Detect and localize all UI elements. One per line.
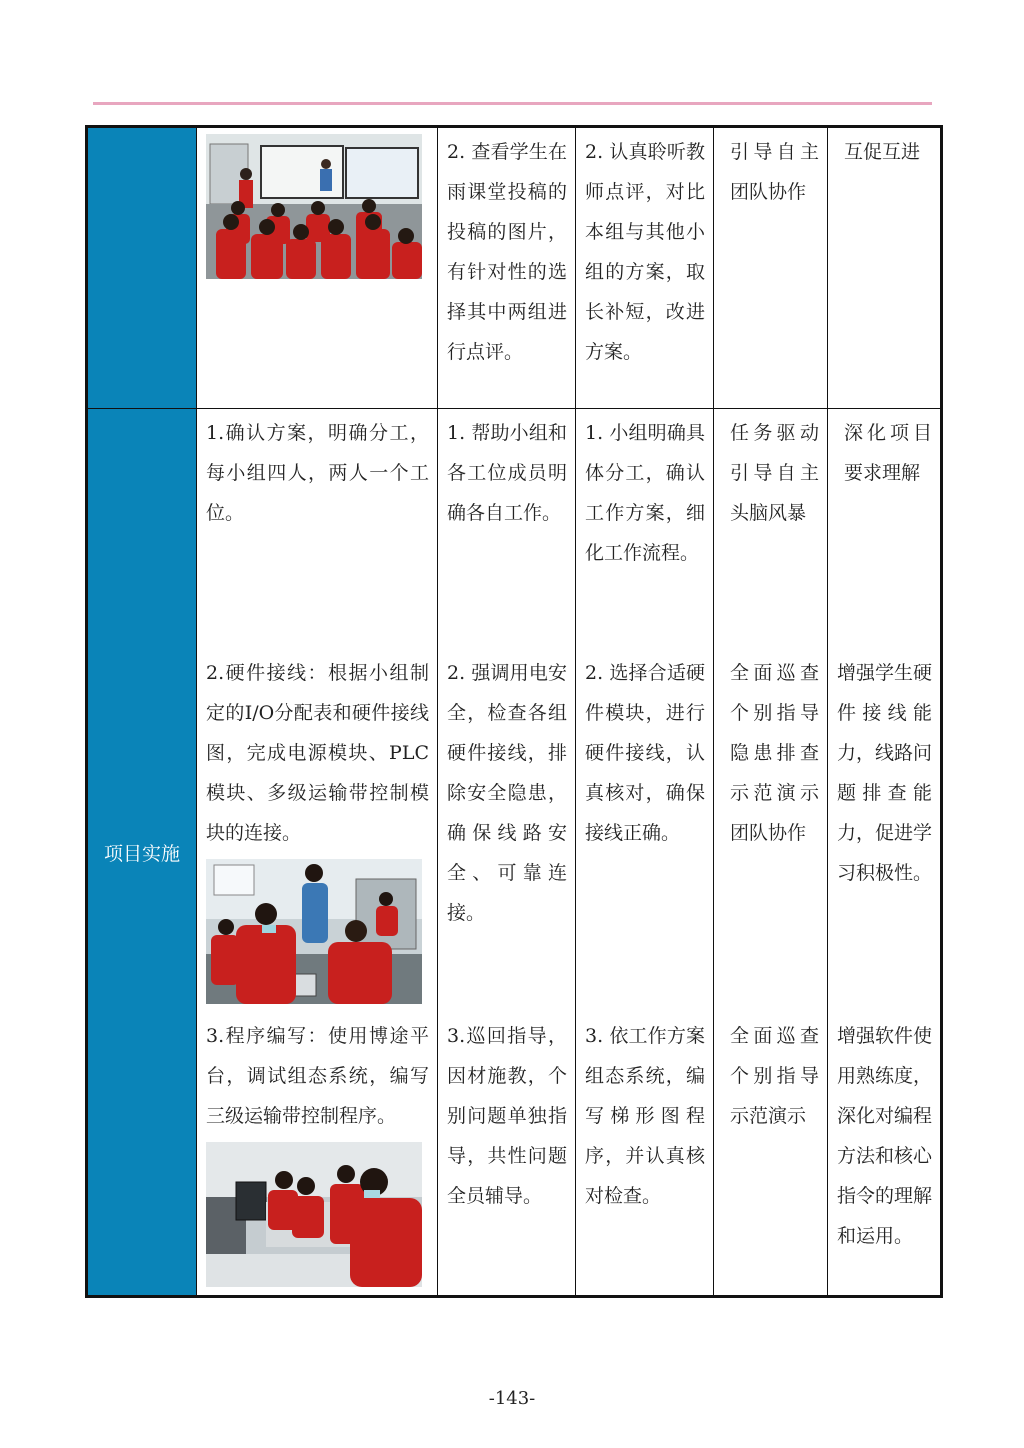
student-activity-cell: 3. 依工作方案组态系统，编写梯形图程序，并认真核对检查。 bbox=[576, 1012, 714, 1297]
method-cell: 任务驱动引导自主头脑风暴 bbox=[714, 409, 828, 650]
phase-label: 项目实施 bbox=[103, 842, 180, 865]
intent-cell: 增强软件使用熟练度，深化对编程方法和核心指令的理解和运用。 bbox=[828, 1012, 942, 1297]
phase-cell bbox=[87, 409, 197, 1297]
teacher-activity-cell: 2. 查看学生在雨课堂投稿的投稿的图片，有针对性的选择其中两组进行点评。 bbox=[438, 127, 576, 409]
teacher-activity-cell: 2. 强调用电安全，检查各组硬件接线，排除安全隐患，确保线路安全、可靠连接。 bbox=[438, 649, 576, 1012]
intent-cell: 互促互进 bbox=[828, 127, 942, 409]
step-cell: 1.确认方案，明确分工，每小组四人，两人一个工位。 bbox=[197, 409, 438, 650]
teacher-activity-cell: 1. 帮助小组和各工位成员明确各自工作。 bbox=[438, 409, 576, 650]
phase-cell-top bbox=[87, 127, 197, 409]
table-row bbox=[87, 127, 942, 409]
student-activity-cell: 2. 选择合适硬件模块，进行硬件接线，认真核对，确保接线正确。 bbox=[576, 649, 714, 1012]
student-activity-cell: 1. 小组明确具体分工，确认工作方案，细化工作流程。 bbox=[576, 409, 714, 650]
step-cell: 2.硬件接线：根据小组制定的I/O分配表和硬件接线图，完成电源模块、PLC模块、多级运输带控制模块的连接。 bbox=[197, 649, 438, 1012]
header-rule bbox=[93, 102, 932, 105]
intent-cell: 深化项目要求理解 bbox=[828, 409, 942, 650]
method-cell: 引导自主团队协作 bbox=[714, 127, 828, 409]
student-activity-cell: 2. 认真聆听教师点评，对比本组与其他小组的方案，取长补短，改进方案。 bbox=[576, 127, 714, 409]
method-cell: 全面巡查个别指导示范演示 bbox=[714, 1012, 828, 1297]
wiring-practice-photo bbox=[206, 859, 422, 1004]
intent-cell: 增强学生硬件接线能力，线路问题排查能力，促进学习积极性。 bbox=[828, 649, 942, 1012]
table-row bbox=[87, 649, 942, 1012]
step-cell: 3.程序编写：使用博途平台，调试组态系统，编写三级运输带控制程序。 bbox=[197, 1012, 438, 1297]
programming-practice-photo bbox=[206, 1142, 422, 1287]
table-row bbox=[87, 409, 942, 650]
table-row bbox=[87, 1012, 942, 1297]
teacher-activity-cell: 3.巡回指导，因材施教，个别问题单独指导，共性问题全员辅导。 bbox=[438, 1012, 576, 1297]
photo-cell bbox=[197, 127, 438, 409]
lesson-plan-table bbox=[85, 125, 943, 1298]
classroom-review-photo bbox=[206, 134, 422, 279]
page-number: -143- bbox=[488, 1388, 536, 1409]
method-cell: 全面巡查个别指导隐患排查示范演示团队协作 bbox=[714, 649, 828, 1012]
